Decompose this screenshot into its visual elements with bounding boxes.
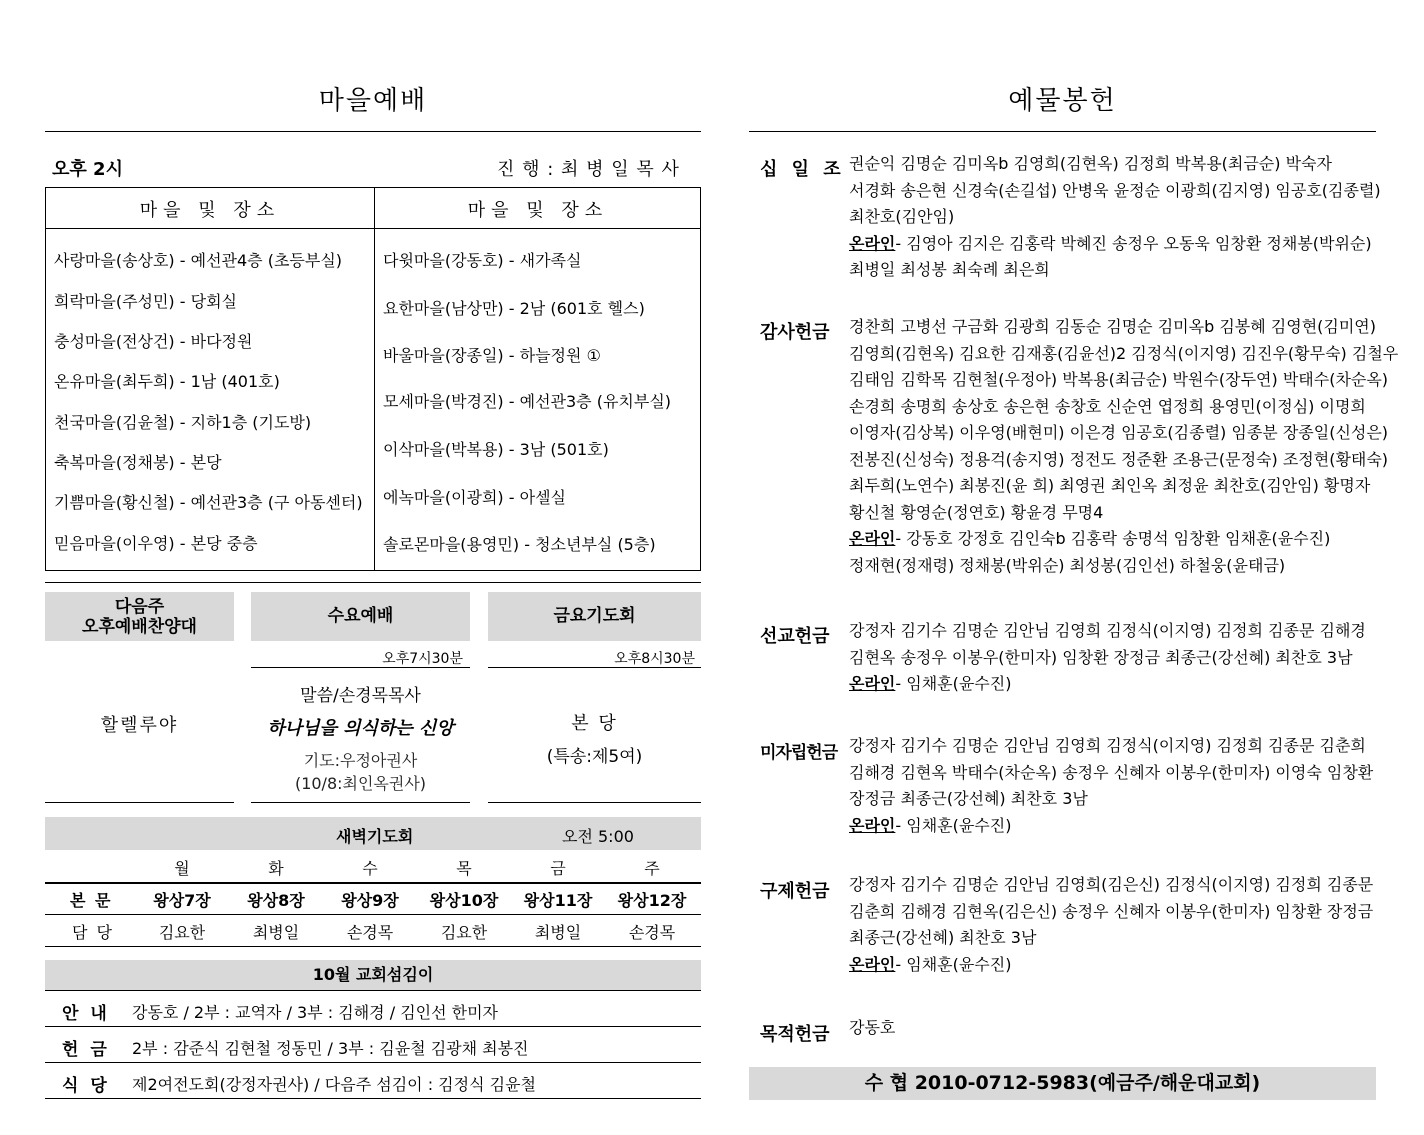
offering-line: 최찬호(김안임) xyxy=(849,207,955,226)
offering-line: 장정금 최종근(강선혜) 최찬호 3남 xyxy=(849,789,1088,808)
dawn-leader: 김요한 xyxy=(440,923,488,942)
scripture-text: 왕상8장 xyxy=(247,891,305,910)
offering-line: 강정자 김기수 김명순 김안님 김영희(김은신) 김정식(이지영) 김정희 김종문 xyxy=(849,875,1374,894)
service-label: 식 당 xyxy=(62,1076,110,1096)
village-item: 이삭마을(박복용) - 3남 (501호) xyxy=(383,440,609,459)
offering-body-purpose xyxy=(849,1015,1373,1042)
offering-label-thanks: 감사헌금 xyxy=(760,322,830,343)
scripture-text: 왕상10장 xyxy=(429,891,499,910)
offering-line: 강동호 xyxy=(849,1018,896,1037)
village-item: 축복마을(정채봉) - 본당 xyxy=(54,453,222,472)
offering-line: 김해경 김현옥 박태수(차순옥) 송정우 신혜자 이봉우(한미자) 이영숙 임창환 xyxy=(849,762,1374,782)
divider xyxy=(45,946,701,947)
village-item: 희락마을(주성민) - 당회실 xyxy=(54,292,237,311)
wednesday-prayer-next: (10/8:최인옥권사) xyxy=(294,774,427,793)
online-label: 온라인 xyxy=(849,674,896,693)
worship-leader: 진 행 : 최 병 일 목 사 xyxy=(497,159,680,180)
day-label: 화 xyxy=(268,859,284,878)
worship-time: 오후 2시 xyxy=(52,159,123,180)
offering-body-thanks xyxy=(849,314,1399,579)
offering-label-support: 미자립헌금 xyxy=(760,743,838,763)
dawn-leader: 최병일 xyxy=(534,923,582,942)
choir-header xyxy=(45,592,234,641)
village-item: 충성마을(전상건) - 바다정원 xyxy=(54,332,253,351)
divider xyxy=(488,802,701,803)
day-label: 목 xyxy=(456,859,472,878)
village-item: 천국마을(김윤철) - 지하1층 (기도방) xyxy=(54,413,312,432)
friday-note: (특송:제5여) xyxy=(546,747,643,767)
offering-line: 최종근(강선혜) 최찬호 3남 xyxy=(849,928,1037,947)
dawn-leader: 손경목 xyxy=(628,923,676,942)
offering-line: 김춘희 김해경 김현옥(김은신) 송정우 신혜자 이봉우(한미자) 임창환 장정금 xyxy=(849,901,1374,921)
village-table xyxy=(45,187,701,571)
offering-body-mission xyxy=(849,618,1373,698)
dawn-leader: 최병일 xyxy=(252,923,300,942)
offering-line: 최병일 최성봉 최숙례 최은희 xyxy=(849,260,1050,279)
village-item: 기쁨마을(황신철) - 예선관3층 (구 아동센터) xyxy=(54,493,363,512)
table-header-left: 마을 및 장소 xyxy=(139,200,281,221)
divider xyxy=(251,802,470,803)
offering-label-relief: 구제헌금 xyxy=(760,881,830,902)
scripture-text: 왕상11장 xyxy=(523,891,593,910)
dawn-header: 새벽기도회 xyxy=(336,827,414,846)
divider xyxy=(45,882,701,884)
online-label: 온라인 xyxy=(849,233,896,253)
offering-line: 이영자(김상복) 이우영(배현미) 이은경 임공호(김종렬) 임종분 장종일(신성은) xyxy=(849,423,1389,442)
service-label: 안 내 xyxy=(62,1004,110,1024)
service-header: 10월 교회섬김이 xyxy=(45,960,701,990)
offering-label-tithe: 십 일 조 xyxy=(760,159,845,180)
scripture-text: 왕상7장 xyxy=(153,891,211,910)
day-label: 월 xyxy=(174,859,190,878)
dawn-leader: 손경목 xyxy=(346,923,394,942)
offering-label-mission: 선교헌금 xyxy=(760,626,830,647)
scripture-text: 왕상12장 xyxy=(617,891,687,910)
village-worship-title: 마을예배 xyxy=(318,86,428,116)
divider xyxy=(45,1062,701,1063)
leader-row-label: 담 당 xyxy=(72,923,114,942)
offering-line: - 김영아 김지은 김홍락 박혜진 송정우 오동욱 임창환 정채봉(박위순) xyxy=(895,233,1372,253)
offering-line: 강정자 김기수 김명순 김안님 김영희 김정식(이지영) 김정희 김종문 김춘희 xyxy=(849,736,1366,755)
village-item: 사랑마을(송상호) - 예선관4층 (초등부실) xyxy=(54,251,343,270)
offering-line: 권순익 김명순 김미옥b 김영희(김현옥) 김정희 박복용(최금순) 박숙자 xyxy=(849,154,1332,173)
dawn-time: 오전 5:00 xyxy=(562,827,634,846)
service-label: 헌 금 xyxy=(62,1040,110,1060)
divider xyxy=(45,1098,701,1099)
text-row-label: 본 문 xyxy=(70,891,113,910)
offering-title: 예물봉헌 xyxy=(1008,86,1117,116)
offering-body-support xyxy=(849,733,1373,839)
divider xyxy=(45,582,701,583)
offering-line: 전봉진(신성숙) 정용걱(송지영) 정전도 정준환 조용근(문정숙) 조정현(황태숙) xyxy=(849,449,1389,469)
friday-time: 오후8시30분 xyxy=(614,651,695,667)
day-label: 수 xyxy=(362,859,378,878)
offering-line: 손경희 송명희 송상호 송은현 송창호 신순연 엽정희 용영민(이정심) 이명희 xyxy=(849,396,1366,416)
offering-body-tithe xyxy=(849,151,1381,284)
online-label: 온라인 xyxy=(849,954,896,974)
village-item: 솔로몬마을(용영민) - 청소년부실 (5층) xyxy=(383,535,656,554)
online-label: 온라인 xyxy=(849,529,896,548)
online-label: 온라인 xyxy=(849,815,896,835)
wednesday-prayer: 기도:우정아권사 xyxy=(303,751,418,770)
offering-line: 정재현(정재령) 정채봉(박위순) 최성봉(김인선) 하철웅(윤태금) xyxy=(849,555,1286,575)
day-label: 주 xyxy=(644,859,660,878)
bank-account: 수 협 2010-0712-5983(예금주/해운대교회) xyxy=(749,1067,1376,1100)
offering-line: 서경화 송은현 신경숙(손길섭) 안병욱 윤정순 이광희(김지영) 임공호(김종렬) xyxy=(849,180,1381,200)
offering-line: - 임채훈(윤수진) xyxy=(895,815,1012,835)
choir-header-line1: 다음주 xyxy=(114,597,165,617)
offering-line: 김현옥 송정우 이봉우(한미자) 임창환 장정금 최종근(강선혜) 최찬호 3남 xyxy=(849,647,1353,667)
friday-place: 본 당 xyxy=(571,713,618,734)
divider xyxy=(45,131,701,132)
divider xyxy=(45,914,701,915)
village-item: 바울마을(장종일) - 하늘정원 ① xyxy=(383,346,601,365)
offering-line: - 강동호 강정호 김인숙b 김홍락 송명석 임창환 임채훈(윤수진) xyxy=(895,529,1331,548)
dawn-leader: 김요한 xyxy=(158,923,206,942)
service-text: 강동호 / 2부 : 교역자 / 3부 : 김해경 / 김인선 한미자 xyxy=(132,1003,499,1022)
village-item: 다윗마을(강동호) - 새가족실 xyxy=(383,251,582,270)
offering-line: 최두희(노연수) 최봉진(윤 희) 최영권 최인옥 최정윤 최찬호(김안임) 황명자 xyxy=(849,476,1371,495)
choir-name: 할렐루야 xyxy=(100,715,179,736)
scripture-text: 왕상9장 xyxy=(341,891,399,910)
service-text: 2부 : 감준식 김현철 정동민 / 3부 : 김윤철 김광채 최봉진 xyxy=(132,1039,529,1058)
wednesday-sermon: 하나님을 의식하는 신앙 xyxy=(267,718,454,739)
table-header-right: 마을 및 장소 xyxy=(467,200,609,221)
village-item: 믿음마을(이우영) - 본당 중층 xyxy=(54,534,258,553)
offering-line: 김영희(김현옥) 김요한 김재홍(김윤선)2 김정식(이지영) 김진우(황무숙) 김철우 xyxy=(849,343,1399,363)
village-item: 요한마을(남상만) - 2남 (601호 헬스) xyxy=(383,299,645,318)
friday-header: 금요기도회 xyxy=(488,592,701,641)
offering-line: 김태임 김학목 김현철(우정아) 박복용(최금순) 박원수(장두연) 박태수(차순옥) xyxy=(849,370,1389,389)
offering-body-relief xyxy=(849,872,1373,978)
choir-header-line2: 오후예배찬양대 xyxy=(82,617,197,637)
village-item: 에녹마을(이광희) - 아셀실 xyxy=(383,488,566,507)
divider xyxy=(45,802,234,803)
wednesday-time: 오후7시30분 xyxy=(382,651,463,667)
wednesday-header: 수요예배 xyxy=(251,592,470,641)
offering-line: 황신철 황영순(정연호) 황윤경 무명4 xyxy=(849,502,1104,522)
divider xyxy=(749,131,1376,132)
service-text: 제2여전도회(강정자권사) / 다음주 섬김이 : 김정식 김윤철 xyxy=(132,1075,536,1094)
offering-label-purpose: 목적헌금 xyxy=(760,1024,830,1045)
wednesday-speaker: 말씀/손경목목사 xyxy=(300,686,421,706)
offering-line: 강정자 김기수 김명순 김안님 김영희 김정식(이지영) 김정희 김종문 김해경 xyxy=(849,621,1366,640)
offering-line: 경찬희 고병선 구금화 김광희 김동순 김명순 김미옥b 김봉혜 김영현(김미연) xyxy=(849,317,1377,336)
day-label: 금 xyxy=(550,859,566,878)
offering-line: - 임채훈(윤수진) xyxy=(895,674,1012,693)
village-item: 온유마을(최두희) - 1남 (401호) xyxy=(54,372,280,391)
village-item: 모세마을(박경진) - 예선관3층 (유치부실) xyxy=(383,392,672,411)
divider xyxy=(45,990,701,991)
offering-line: - 임채훈(윤수진) xyxy=(895,954,1012,974)
divider xyxy=(45,1026,701,1027)
